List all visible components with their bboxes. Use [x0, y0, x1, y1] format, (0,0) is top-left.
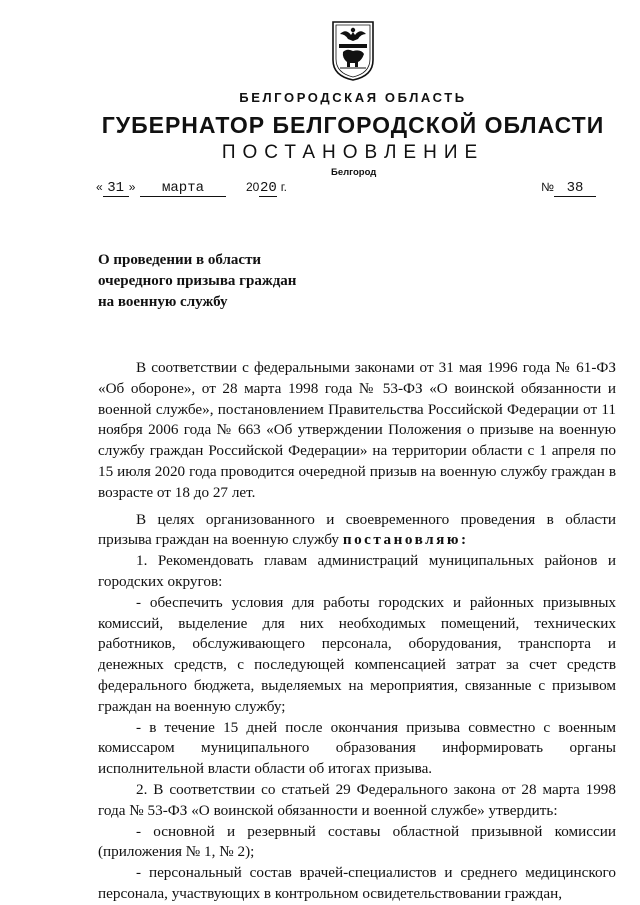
- title-line: очередного призыва граждан: [98, 273, 297, 289]
- resolution-keyword: постановляю:: [342, 531, 469, 549]
- coat-of-arms-icon: [331, 20, 375, 82]
- date-month: марта: [140, 180, 226, 197]
- city-name: Белгород: [331, 167, 377, 178]
- governor-title: ГУБЕРНАТОР БЕЛГОРОДСКОЙ ОБЛАСТИ: [101, 112, 605, 138]
- item-2-subitem: - основной и резервный составы областной призывной комиссии (приложения № 1, № 2);: [98, 822, 616, 861]
- item-2-subitem: - персональный состав врачей-специалистов и среднего медицинского персонала, участвующих в контрольном освидетельствовании граждан,: [98, 864, 616, 902]
- item-2: 2. В соответствии со статьей 29 Федерального закона от 28 марта 1998 года № 53-ФЗ «О воинской обязанности и военной службе» утвердить:: [98, 780, 616, 819]
- date-year-mark: г.: [280, 180, 287, 194]
- number-label: №: [541, 180, 554, 194]
- region-name: БЕЛГОРОДСКАЯ ОБЛАСТЬ: [239, 90, 467, 105]
- resolution-text: В целях организованного и своевременного проведения в области призыва граждан на военную службу: [98, 510, 616, 549]
- decree-number: 38: [554, 180, 596, 197]
- date-day-group: [96, 180, 135, 197]
- date-year-suffix: 20: [259, 180, 277, 196]
- date-line: [96, 180, 596, 198]
- date-day: 31: [103, 180, 129, 197]
- date-year-prefix: 20: [246, 180, 260, 194]
- decree-body: [98, 358, 616, 905]
- title-line: на военную службу: [98, 294, 228, 310]
- item-1-subitem: - в течение 15 дней после окончания призыва совместно с военным комиссаром муниципального образования информировать органы исполнительной власти области об итогах призыва.: [98, 718, 616, 778]
- preamble-paragraph: В соответствии с федеральными законами от 31 мая 1996 года № 61-ФЗ «Об обороне», от 28 марта 1998 года № 53-ФЗ «О воинской обязанности и военной службе», постановлением Правительства Российской Федерации от 11 ноября 2006 года № 663 «Об утверждении Положения о призыве на военную службу граждан Российской Федерации» на территории области с 1 апреля по 15 июля 2020 года проводится очередной призыв на военную службу граждан в возрасте от 18 до 27 лет.: [98, 359, 616, 501]
- item-1-subitem: - обеспечить условия для работы городских и районных призывных комиссий, выделение для них необходимых помещений, технических работников, обслуживающего персонала, оборудования, транспорта и денежных средств, с последующей компенсацией затрат за счет средств федерального бюджета, выделяемых на мероприятия, связанные с призывом граждан на военную службу;: [98, 593, 616, 715]
- item-1: 1. Рекомендовать главам администраций муниципальных районов и городских округов:: [98, 552, 616, 590]
- decree-number-group: [541, 180, 596, 197]
- resolution-paragraph: [98, 510, 616, 552]
- title-line: О проведении в области: [98, 252, 262, 268]
- document-type: ПОСТАНОВЛЕНИЕ: [221, 142, 485, 163]
- close-quote: »: [128, 180, 136, 194]
- decree-title: [98, 250, 358, 313]
- open-quote: «: [96, 180, 103, 194]
- date-year-group: [246, 180, 287, 197]
